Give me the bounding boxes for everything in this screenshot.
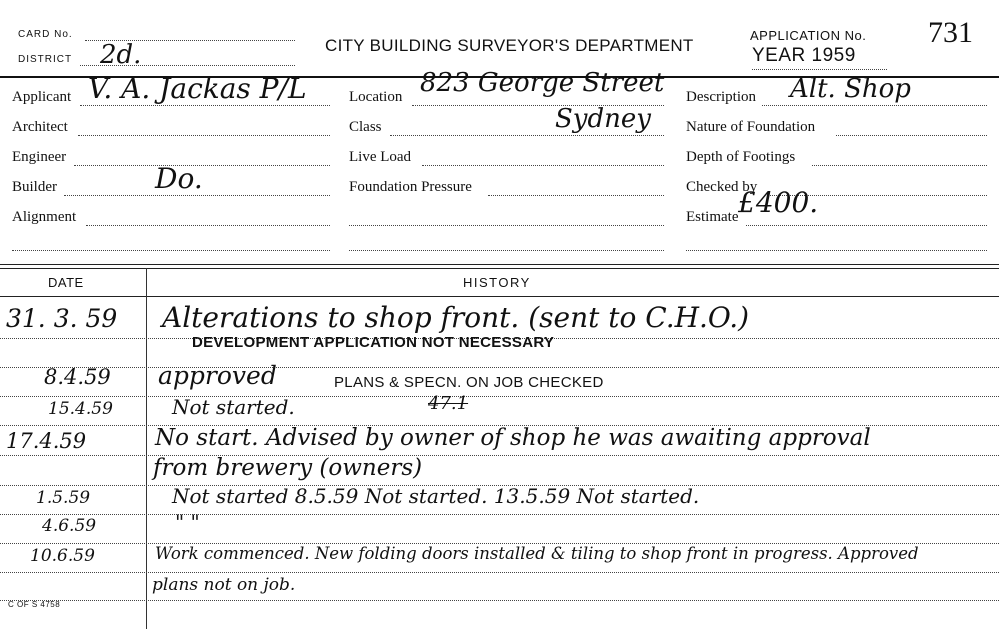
history-top-rule-2 bbox=[0, 268, 999, 269]
history-row-text: Work commenced. New folding doors installed & tiling to shop front in progress. Approved bbox=[155, 544, 919, 563]
history-row-text: Not started. bbox=[172, 395, 295, 419]
history-row-date: 31. 3. 59 bbox=[6, 304, 118, 333]
history-row-date: 17.4.59 bbox=[6, 429, 87, 453]
date-column-header: DATE bbox=[48, 275, 84, 290]
class-label: Class bbox=[349, 119, 382, 135]
history-row-text: from brewery (owners) bbox=[153, 455, 423, 481]
date-column-divider bbox=[146, 268, 147, 629]
history-row-date: 4.6.59 bbox=[42, 516, 97, 536]
alignment-label: Alignment bbox=[12, 209, 77, 225]
col2-extra-line-1 bbox=[349, 225, 664, 226]
applicant-line bbox=[80, 105, 330, 106]
history-row-date: 10.6.59 bbox=[30, 546, 95, 566]
department-title: CITY BUILDING SURVEYOR'S DEPARTMENT bbox=[325, 36, 694, 55]
description-line bbox=[762, 105, 987, 106]
builder-label: Builder bbox=[12, 179, 57, 195]
history-row-text: plans not on job. bbox=[152, 575, 296, 595]
year-label: YEAR 1959 bbox=[752, 45, 856, 66]
location-label: Location bbox=[349, 89, 403, 105]
development-stamp: DEVELOPMENT APPLICATION NOT NECESSARY bbox=[192, 334, 555, 351]
checked-by-label: Checked by bbox=[686, 179, 758, 195]
estimate-value: £400. bbox=[738, 186, 819, 219]
history-column-header: HISTORY bbox=[463, 275, 531, 290]
year-line bbox=[752, 69, 887, 70]
history-row-text: No start. Advised by owner of shop he was awaiting approval bbox=[155, 425, 871, 451]
foundation-pressure-line bbox=[488, 195, 664, 196]
builder-line bbox=[64, 195, 330, 196]
plans-checked-stamp: PLANS & SPECN. ON JOB CHECKED bbox=[334, 374, 604, 391]
live-load-line bbox=[422, 165, 664, 166]
foundation-pressure-label: Foundation Pressure bbox=[349, 179, 472, 195]
history-row-text: Not started 8.5.59 Not started. 13.5.59 Not started. bbox=[172, 484, 700, 508]
live-load-label: Live Load bbox=[349, 149, 412, 165]
col2-extra-line-2 bbox=[349, 250, 664, 251]
col1-extra-line bbox=[12, 250, 330, 251]
location-value-1: 823 George Street bbox=[420, 68, 665, 98]
struck-out-entry: 47.1 bbox=[428, 393, 469, 414]
estimate-label: Estimate bbox=[686, 209, 739, 225]
applicant-label: Applicant bbox=[12, 89, 72, 105]
architect-label: Architect bbox=[12, 119, 68, 135]
depth-of-footings-line bbox=[812, 165, 987, 166]
location-value-2: Sydney bbox=[555, 104, 651, 134]
history-top-rule-1 bbox=[0, 264, 999, 265]
history-row-date: 15.4.59 bbox=[48, 399, 113, 419]
nature-of-foundation-label: Nature of Foundation bbox=[686, 119, 816, 135]
history-header-rule bbox=[0, 296, 999, 297]
alignment-line bbox=[86, 225, 330, 226]
history-row-text: approved bbox=[158, 361, 277, 390]
history-row-text: " " bbox=[175, 510, 200, 534]
description-value: Alt. Shop bbox=[790, 74, 911, 104]
nature-of-foundation-line bbox=[836, 135, 987, 136]
card-no-label: CARD No. bbox=[18, 29, 73, 40]
history-row-text: Alterations to shop front. (sent to C.H.O.) bbox=[162, 301, 750, 334]
history-row-date: 1.5.59 bbox=[36, 488, 91, 508]
estimate-line bbox=[746, 225, 987, 226]
application-number: 731 bbox=[928, 16, 973, 49]
district-label: DISTRICT bbox=[18, 54, 73, 65]
form-code: C OF S 4758 bbox=[8, 600, 61, 609]
application-label: APPLICATION No. bbox=[750, 28, 867, 43]
description-label: Description bbox=[686, 89, 756, 105]
history-row-date: 8.4.59 bbox=[44, 365, 111, 389]
class-line bbox=[390, 135, 664, 136]
architect-line bbox=[78, 135, 330, 136]
engineer-label: Engineer bbox=[12, 149, 67, 165]
depth-of-footings-label: Depth of Footings bbox=[686, 149, 796, 165]
district-value: 2d. bbox=[100, 40, 142, 70]
applicant-value: V. A. Jackas P/L bbox=[88, 72, 307, 105]
builder-value: Do. bbox=[155, 162, 203, 195]
col3-extra-line bbox=[686, 250, 987, 251]
